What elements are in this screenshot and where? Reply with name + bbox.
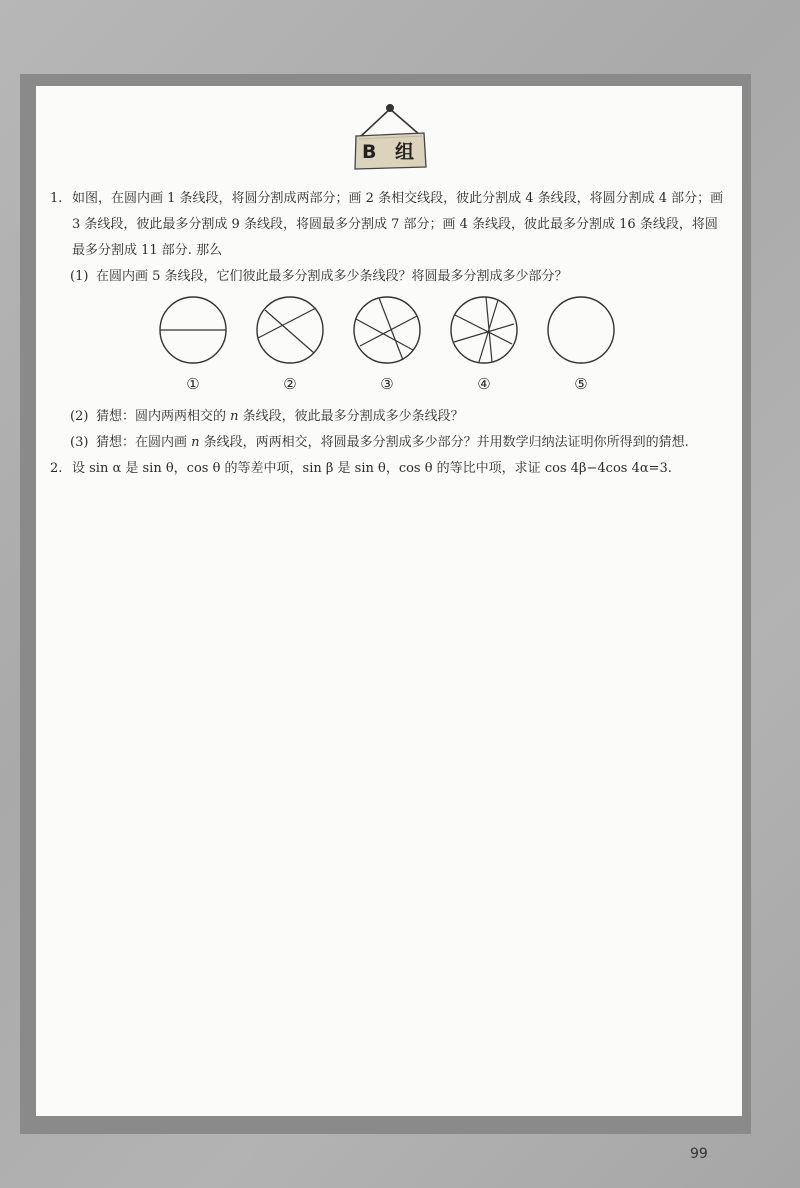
subquestion-text-start: 猜想：圆内两两相交的 (96, 409, 227, 424)
figure-label: ③ (380, 375, 394, 393)
problem-2 (50, 456, 730, 482)
problem-text: 设 sin α 是 sin θ，cos θ 的等差中项，sin β 是 sin θ，cos θ 的等比中项，求证 cos 4β−4cos 4α=3. (72, 461, 672, 476)
figure-label: ① (186, 375, 200, 393)
problem-text: 如图，在圆内画 1 条线段，将圆分割成两部分；画 2 条相交线段，彼此分割成 4 条线段，将圆分割成 4 部分；画 3 条线段，彼此最多分割成 9 条线段，将圆最多分割成 7 部分；画 4 条线段，彼此最多分割成 16 条线段，将圆最多分割成 11 部分. 那么 (72, 191, 724, 258)
variable-n: n (191, 435, 200, 450)
figure-2 (254, 294, 326, 394)
circle-one-chord-icon (157, 294, 229, 366)
subquestion-text-end: 条线段，两两相交，将圆最多分割成多少部分？并用数学归纳法证明你所得到的猜想. (203, 435, 689, 450)
section-title: B 组 (361, 141, 421, 163)
circle-three-chords-icon (351, 294, 423, 366)
figure-label: ④ (477, 375, 491, 393)
section-sign (346, 101, 430, 173)
figure-label: ② (283, 375, 297, 393)
subquestion-text: 在圆内画 5 条线段，它们彼此最多分割成多少条线段？将圆最多分割成多少部分？ (96, 269, 568, 284)
problem-number: 2. (50, 461, 63, 476)
exercise-content (50, 186, 730, 482)
subquestion-1 (50, 264, 730, 290)
figure-label: ⑤ (574, 375, 588, 393)
figure-4 (448, 294, 520, 394)
subquestion-3 (50, 430, 730, 456)
circle-two-chords-icon (254, 294, 326, 366)
subquestion-2 (50, 404, 730, 430)
problem-1 (50, 186, 730, 264)
variable-n: n (230, 409, 239, 424)
circle-figures (50, 294, 730, 402)
subquestion-number: (3) (70, 435, 89, 450)
problem-number: 1. (50, 191, 63, 206)
circle-four-chords-icon (448, 294, 520, 366)
figure-1 (157, 294, 229, 394)
figure-5 (545, 294, 617, 394)
subquestion-text-end: 条线段，彼此最多分割成多少条线段？ (242, 409, 464, 424)
subquestion-number: (2) (70, 409, 89, 424)
page-number: 99 (690, 1146, 708, 1162)
figure-3 (351, 294, 423, 394)
empty-circle-icon (545, 294, 617, 366)
subquestion-text-start: 猜想：在圆内画 (96, 435, 188, 450)
subquestion-number: (1) (70, 269, 89, 284)
